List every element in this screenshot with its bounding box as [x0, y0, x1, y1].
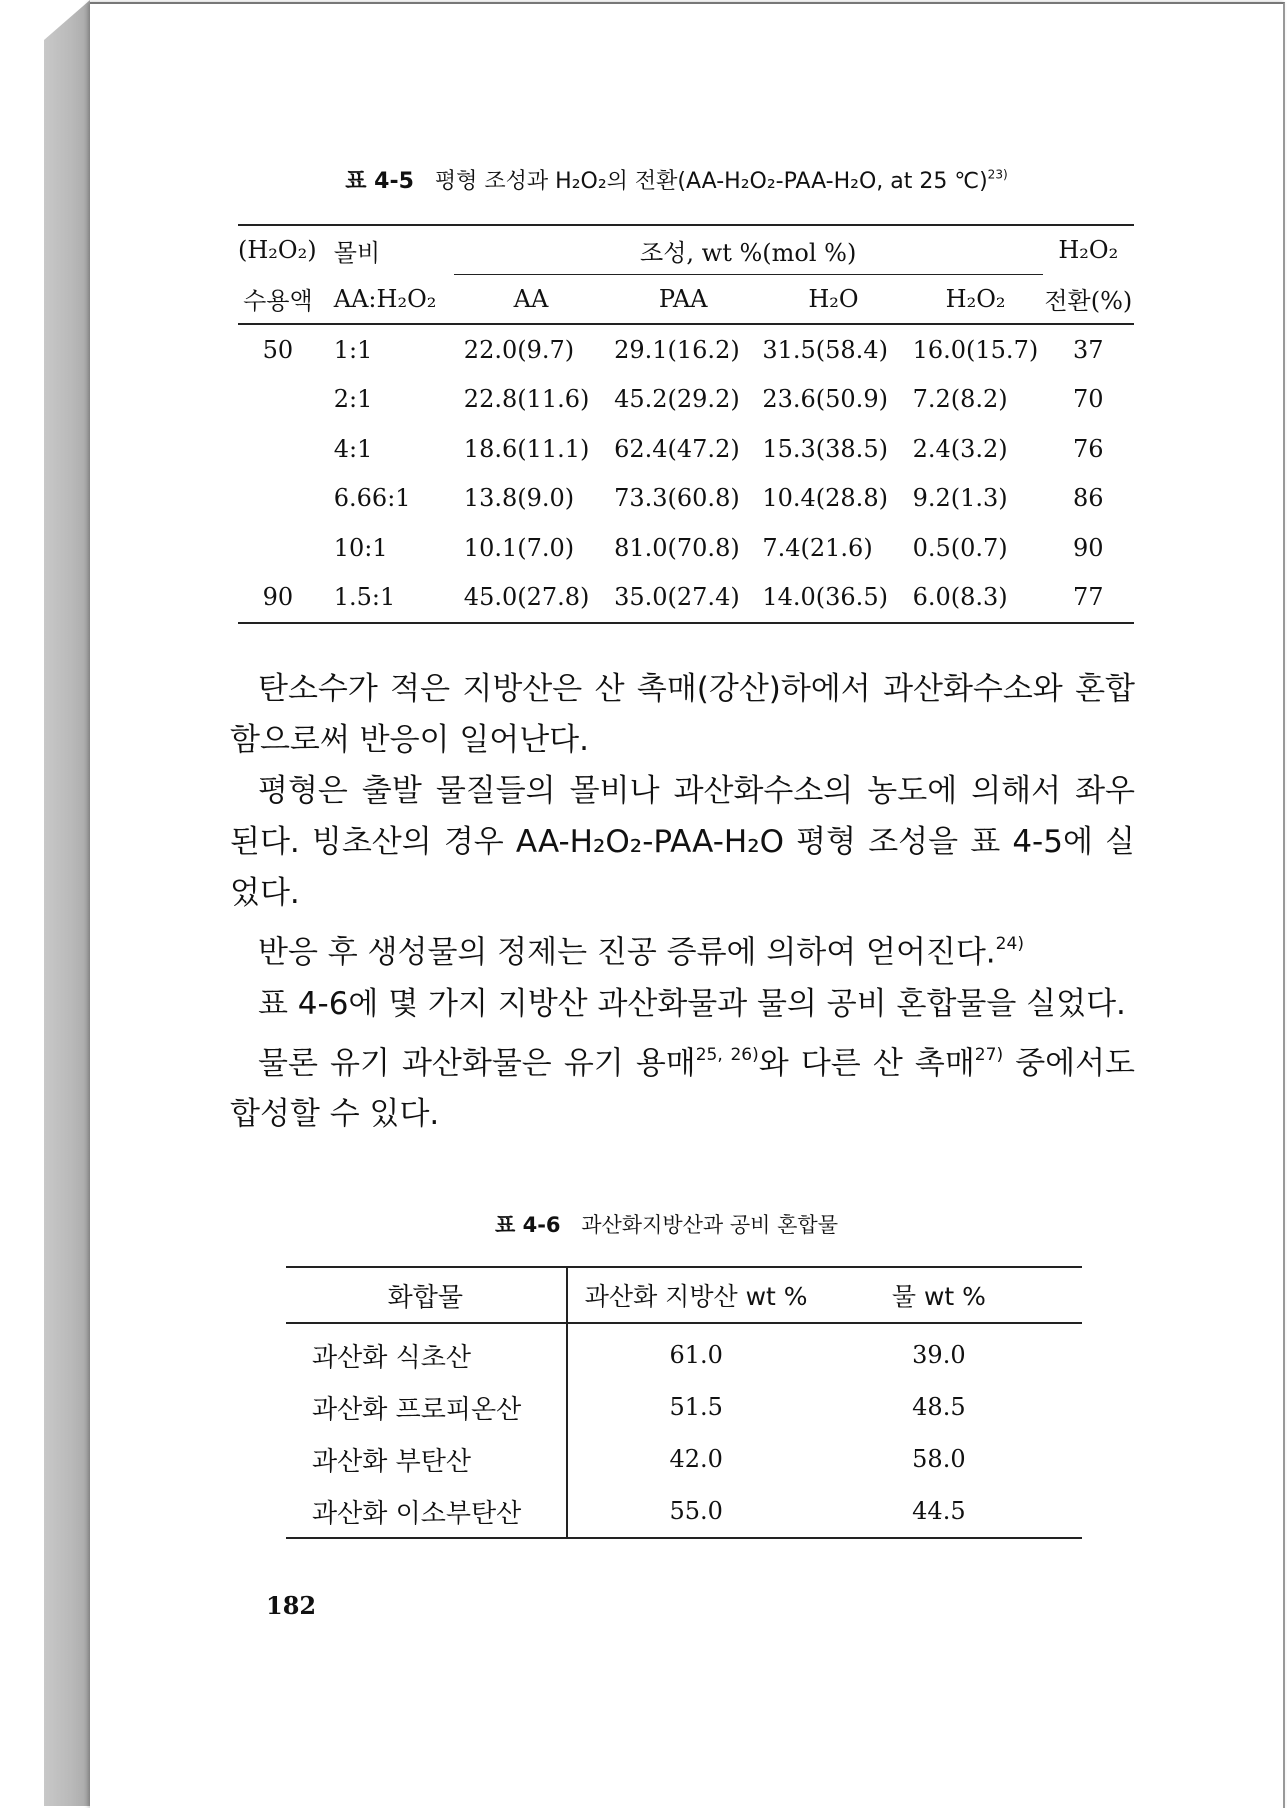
- table-row: [286, 1433, 1082, 1485]
- cell-water: 44.5: [825, 1485, 1082, 1538]
- cell-h2o2: 16.0(15.7): [912, 335, 1039, 364]
- table-4-6-title: 과산화지방산과 공비 혼합물: [581, 1213, 839, 1237]
- cell-ratio: 2:1: [333, 385, 373, 414]
- paragraph-5: [230, 1030, 1135, 1141]
- cell-paa: 45.2(29.2): [614, 385, 740, 414]
- cell-ratio: 1.5:1: [333, 583, 396, 612]
- cell-concentration: 90: [262, 583, 294, 612]
- cell-aa: 45.0(27.8): [463, 583, 590, 612]
- header-compound: 화합물: [286, 1267, 567, 1323]
- cell-conversion: 37: [1073, 335, 1104, 364]
- cell-h2o: 31.5(58.4): [762, 335, 888, 364]
- cell-concentration: 50: [262, 335, 294, 364]
- cell-aa: 22.8(11.6): [463, 385, 590, 414]
- cell-h2o: 7.4(21.6): [762, 533, 873, 562]
- table-row: [238, 523, 1134, 573]
- cell-compound: 과산화 식초산: [286, 1323, 567, 1381]
- table-4-5-label: 표 4-5: [345, 169, 414, 194]
- cell-h2o: 14.0(36.5): [762, 583, 888, 612]
- equilibrium-composition-table: [238, 224, 1134, 624]
- cell-aa: 18.6(11.1): [463, 434, 590, 463]
- page-number: 182: [266, 1591, 317, 1620]
- cell-h2o: 15.3(38.5): [762, 434, 888, 463]
- cell-ratio: 1:1: [333, 335, 373, 364]
- header-aa: AA: [513, 285, 549, 313]
- cell-ratio: 10:1: [333, 533, 388, 562]
- cell-water: 58.0: [912, 1445, 966, 1473]
- cell-h2o: 23.6(50.9): [762, 385, 888, 414]
- cell-peracid: 55.0: [567, 1485, 825, 1538]
- header-paa: PAA: [658, 285, 708, 313]
- cell-paa: 35.0(27.4): [614, 583, 740, 612]
- cell-conversion: 77: [1073, 583, 1104, 612]
- cell-paa: 73.3(60.8): [614, 484, 740, 513]
- cell-concentration: [238, 474, 318, 524]
- cell-concentration: [238, 424, 318, 474]
- cell-ratio: 4:1: [333, 434, 373, 463]
- header-peracid-wt: 과산화 지방산 wt %: [567, 1267, 825, 1323]
- reference-25-26: 25, 26): [695, 1044, 759, 1065]
- table-row: [238, 375, 1134, 425]
- table-4-5-title: 평형 조성과 H₂O₂의 전환(AA-H₂O₂-PAA-H₂O, at 25 ℃): [434, 169, 988, 194]
- table-row: [286, 1485, 1082, 1538]
- cell-concentration: [238, 375, 318, 425]
- cell-peracid: 61.0: [669, 1341, 723, 1369]
- table-4-6-label: 표 4-6: [494, 1213, 561, 1237]
- table-row: [238, 474, 1134, 524]
- table-row: [286, 1323, 1082, 1381]
- cell-aa: 10.1(7.0): [463, 533, 575, 562]
- cell-conversion: 76: [1073, 434, 1104, 463]
- paragraph-5-part-b: 와 다른 산 촉매: [758, 1045, 975, 1082]
- cell-peracid: 51.5: [669, 1393, 723, 1421]
- header-composition: 조성, wt %(mol %): [454, 225, 1043, 275]
- reference-24: 24): [995, 934, 1024, 954]
- table-row: [238, 424, 1134, 474]
- table-4-5-caption: [80, 164, 1273, 195]
- cell-compound: 과산화 이소부탄산: [286, 1485, 567, 1538]
- cell-conversion: 90: [1073, 533, 1104, 562]
- paragraph-4: 표 4-6에 몇 가지 지방산 과산화물과 물의 공비 혼합물을 실었다.: [258, 985, 1126, 1022]
- header-molar-ratio-unit: AA:H₂O₂: [333, 284, 437, 313]
- cell-peracid: 42.0: [669, 1445, 723, 1473]
- cell-water: 48.5: [912, 1393, 966, 1421]
- cell-compound: 과산화 부탄산: [286, 1433, 567, 1485]
- azeotrope-table: [286, 1266, 1082, 1539]
- book-page: [90, 2, 1285, 1808]
- table-row: [286, 1381, 1082, 1433]
- cell-h2o2: 0.5(0.7): [912, 533, 1008, 562]
- cell-h2o2: 7.2(8.2): [912, 385, 1008, 414]
- cell-aa: 22.0(9.7): [463, 335, 575, 364]
- cell-concentration: [238, 523, 318, 573]
- header-h2o: H₂O: [808, 285, 859, 313]
- header-h2o2-top: H₂O₂: [1058, 236, 1119, 265]
- header-h2o2-concentration: (H₂O₂): [238, 236, 317, 265]
- cell-h2o2: 2.4(3.2): [912, 434, 1008, 463]
- header-molar-ratio: 몰비: [333, 238, 381, 267]
- paragraph-3: [230, 919, 1135, 979]
- header-water-wt: 물 wt %: [825, 1267, 1082, 1323]
- cell-paa: 29.1(16.2): [614, 335, 740, 364]
- header-h2o2: H₂O₂: [945, 285, 1006, 313]
- cell-aa: 13.8(9.0): [463, 484, 575, 513]
- table-row: [238, 324, 1134, 375]
- table-4-6-caption: [70, 1209, 1263, 1239]
- cell-conversion: 70: [1073, 385, 1104, 414]
- header-aqueous-solution: 수용액: [243, 287, 313, 316]
- cell-paa: 81.0(70.8): [614, 533, 740, 562]
- body-text: [230, 664, 1135, 1140]
- book-spine: [44, 0, 90, 1806]
- cell-h2o: 10.4(28.8): [762, 484, 888, 513]
- paragraph-3-text: 반응 후 생성물의 정제는 진공 증류에 의하여 얻어진다.: [258, 934, 996, 971]
- header-conversion: 전환(%): [1044, 287, 1133, 316]
- paragraph-2: 평형은 출발 물질들의 몰비나 과산화수소의 농도에 의해서 좌우된다. 빙초산의 경우 AA-H₂O₂-PAA-H₂O 평형 조성을 표 4-5에 실었다.: [230, 773, 1135, 911]
- cell-h2o2: 6.0(8.3): [912, 583, 1008, 612]
- cell-h2o2: 9.2(1.3): [912, 484, 1008, 513]
- paragraph-1: 탄소수가 적은 지방산은 산 촉매(강산)하에서 과산화수소와 혼합함으로써 반응이 일어난다.: [230, 671, 1135, 758]
- paragraph-5-part-c: 중에서도 합성할 수 있다.: [230, 1045, 1135, 1133]
- cell-water: 39.0: [912, 1341, 966, 1369]
- cell-conversion: 86: [1073, 484, 1104, 513]
- cell-ratio: 6.66:1: [333, 484, 411, 513]
- reference-27: 27): [974, 1044, 1004, 1065]
- cell-paa: 62.4(47.2): [614, 434, 740, 463]
- cell-compound: 과산화 프로피온산: [286, 1381, 567, 1433]
- paragraph-5-part-a: 물론 유기 과산화물은 유기 용매: [258, 1045, 696, 1082]
- table-4-5-reference: 23): [987, 167, 1008, 182]
- table-row: [238, 573, 1134, 624]
